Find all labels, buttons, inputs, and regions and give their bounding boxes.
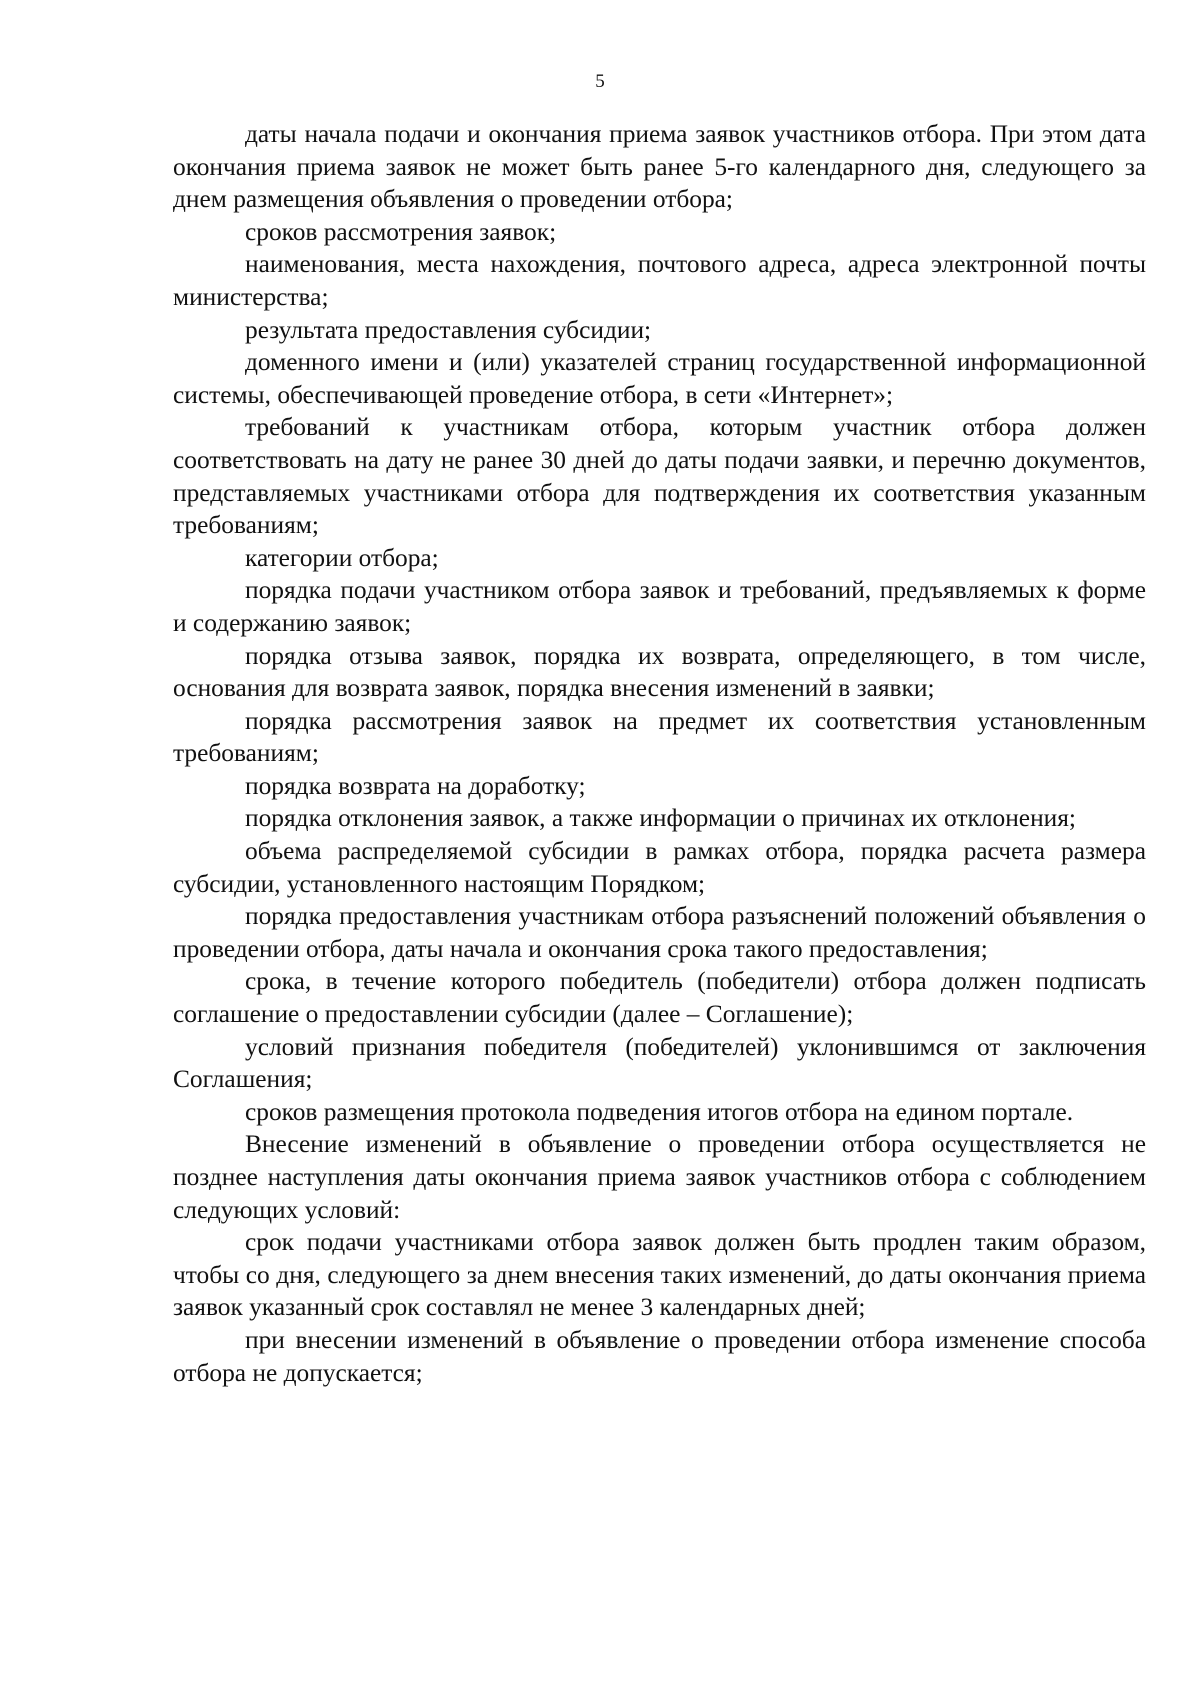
paragraph-return-for-revision: порядка возврата на доработку; — [245, 771, 586, 800]
paragraph-agreement-term: срока, в течение которого победитель (победители) отбора должен подписать соглашение о предоставлении субсидии (далее – Соглашение); — [173, 967, 1146, 1029]
paragraph-review-terms: сроков рассмотрения заявок; — [245, 217, 557, 246]
paragraph-review-procedure: порядка рассмотрения заявок на предмет их соответствия установленным требованиям; — [173, 706, 1146, 768]
paragraph-ministry-contacts: наименования, места нахождения, почтового адреса, адреса электронной почты министерства; — [173, 250, 1146, 311]
paragraph-method-change: при внесении изменений в объявление о проведении отбора изменение способа отбора не допускается; — [173, 1325, 1146, 1387]
document-body — [173, 118, 1146, 1389]
paragraph-application-dates: даты начала подачи и окончания приема заявок участников отбора. При этом дата окончания приема заявок не может быть ранее 5-го календарного дня, следующего за днем размещения объявления о проведении отбора; — [173, 120, 1146, 214]
paragraph-selection-categories: категории отбора; — [245, 543, 439, 572]
paragraph-announcement-changes: Внесение изменений в объявление о проведении отбора осуществляется не позднее наступления даты окончания приема заявок участников отбора с соблюдением следующих условий: — [173, 1130, 1146, 1224]
paragraph-evasion-conditions: условий признания победителя (победителей) уклонившимся от заключения Соглашения; — [173, 1032, 1146, 1094]
paragraph-deadline-extension: срок подачи участниками отбора заявок должен быть продлен таким образом, чтобы со дня, следующего за днем внесения таких изменений, до даты окончания приема заявок указанный срок составлял не менее 3 календарных дней; — [173, 1228, 1146, 1322]
paragraph-submission-procedure: порядка подачи участником отбора заявок и требований, предъявляемых к форме и содержанию заявок; — [173, 576, 1146, 637]
paragraph-clarifications: порядка предоставления участникам отбора разъяснений положений объявления о проведении отбора, даты начала и окончания срока такого предоставления; — [173, 902, 1146, 963]
paragraph-rejection-procedure: порядка отклонения заявок, а также информации о причинах их отклонения; — [245, 804, 1076, 833]
paragraph-subsidy-volume: объема распределяемой субсидии в рамках отбора, порядка расчета размера субсидии, установленного настоящим Порядком; — [173, 837, 1146, 898]
paragraph-domain-name: доменного имени и (или) указателей страниц государственной информационной системы, обеспечивающей проведение отбора, в сети «Интернет»; — [173, 348, 1146, 409]
paragraph-withdrawal-procedure: порядка отзыва заявок, порядка их возврата, определяющего, в том числе, основания для возврата заявок, порядка внесения изменений в заявки; — [173, 641, 1146, 703]
page-number: 5 — [595, 71, 605, 92]
paragraph-subsidy-result: результата предоставления субсидии; — [245, 315, 652, 344]
paragraph-protocol-publication: сроков размещения протокола подведения итогов отбора на едином портале. — [245, 1097, 1074, 1126]
paragraph-participant-requirements: требований к участникам отбора, которым участник отбора должен соответствовать на дату не ранее 30 дней до даты подачи заявки, и перечню документов, представляемых участниками отбора для подтверждения их соответствия указанным требованиям; — [173, 413, 1146, 540]
